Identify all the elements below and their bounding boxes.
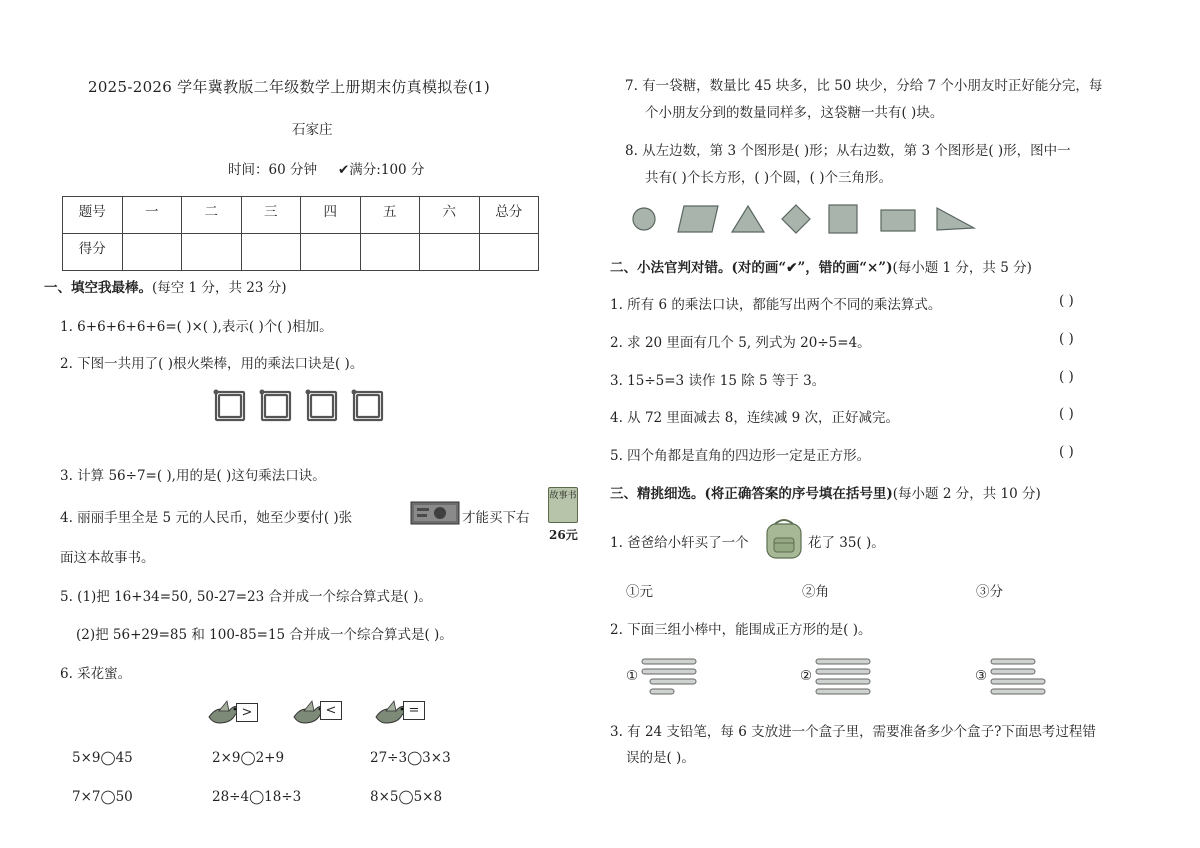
shapes-figure [628, 202, 988, 236]
judge-answer-bracket-4[interactable]: ( ) [1059, 406, 1074, 422]
judge-answer-bracket-1[interactable]: ( ) [1059, 293, 1074, 309]
banknote-image [410, 501, 460, 525]
score-table-cell: 五 [360, 197, 420, 234]
stick-group-label-1[interactable]: ① [626, 668, 639, 684]
score-table-cell: 总分 [479, 197, 539, 234]
choice-question-3-line2: 误的是( )。 [626, 750, 695, 766]
compare-item: 8×5◯5×8 [370, 789, 443, 805]
storybook-image [548, 487, 578, 523]
judge-answer-bracket-3[interactable]: ( ) [1059, 369, 1074, 385]
question-1-2: 2. 下图一共用了( )根火柴棒，用的乘法口诀是( )。 [60, 356, 364, 372]
question-1-6: 6. 采花蜜。 [60, 666, 132, 682]
section-2-note: (每小题 1 分，共 5 分) [892, 260, 1032, 276]
storybook-text: 故事书 [549, 491, 577, 501]
stick-group-2 [814, 656, 874, 696]
compare-item: 7×7◯50 [72, 789, 133, 805]
circle-shape [633, 208, 655, 230]
choice-question-2: 2. 下面三组小棒中，能围成正方形的是( )。 [610, 622, 872, 638]
score-input-cell[interactable] [241, 234, 301, 271]
compare-item: 28÷4◯18÷3 [212, 789, 302, 805]
score-input-cell[interactable] [301, 234, 361, 271]
question-1-8-line2: 共有( )个长方形，( )个圆，( )个三角形。 [645, 170, 892, 186]
score-input-cell[interactable] [182, 234, 242, 271]
question-1-4-mid: 才能买下右 [462, 510, 530, 526]
score-table-cell: 一 [122, 197, 182, 234]
question-1-1: 1. 6+6+6+6+6=( )×( ),表示( )个( )相加。 [60, 319, 333, 335]
right-triangle-shape [937, 208, 974, 230]
section-3-heading [610, 482, 1041, 502]
stick-group-1 [640, 656, 700, 696]
choice-option-2[interactable]: ②角 [802, 584, 829, 600]
judge-item-3: 3. 15÷5=3 读作 15 除 5 等于 3。 [610, 373, 826, 389]
score-table-cell: 三 [241, 197, 301, 234]
bird-sign-less: < [320, 701, 342, 720]
stick-group-3 [989, 656, 1049, 696]
question-1-7-line1: 7. 有一袋糖，数量比 45 块多，比 50 块少，分给 7 个小朋友时正好能分完，每 [625, 78, 1103, 94]
judge-item-4: 4. 从 72 里面减去 8，连续减 9 次，正好减完。 [610, 410, 899, 426]
compare-item: 27÷3◯3×3 [370, 750, 451, 766]
question-1-5-part1: 5. (1)把 16+34=50, 50-27=23 合并成一个综合算式是( )。 [60, 589, 432, 605]
score-table-cell: 六 [420, 197, 480, 234]
section-2-heading [610, 256, 1032, 276]
storybook-price: 26元 [549, 528, 578, 542]
question-1-3: 3. 计算 56÷7=( ),用的是( )这句乘法口诀。 [60, 468, 326, 484]
question-1-8-line1: 8. 从左边数，第 3 个图形是( )形；从右边数，第 3 个图形是( )形，图中一 [625, 143, 1071, 159]
bird-sign-equal: = [403, 701, 425, 720]
choice-option-3[interactable]: ③分 [976, 584, 1003, 600]
score-input-cell[interactable] [360, 234, 420, 271]
exam-title: 2025-2026 学年冀教版二年级数学上册期末仿真模拟卷(1) [88, 78, 491, 96]
compare-item: 5×9◯45 [72, 750, 133, 766]
score-input-cell[interactable] [420, 234, 480, 271]
judge-answer-bracket-2[interactable]: ( ) [1059, 331, 1074, 347]
question-1-4-end: 面这本故事书。 [60, 550, 155, 566]
full-score-label: ✔满分:100 分 [338, 162, 425, 178]
score-input-cell[interactable] [479, 234, 539, 271]
section-1-title: 一、填空我最棒。 [44, 280, 152, 296]
judge-item-1: 1. 所有 6 的乘法口诀，都能写出两个不同的乘法算式。 [610, 297, 942, 313]
compare-item: 2×9◯2+9 [212, 750, 285, 766]
section-2-title: 二、小法官判对错。(对的画“✔”，错的画“×”) [610, 260, 893, 276]
score-table-cell: 二 [182, 197, 242, 234]
parallelogram-shape [678, 206, 718, 232]
score-table-cell: 得分 [63, 234, 123, 271]
section-3-note: (每小题 2 分，共 10 分) [892, 486, 1041, 502]
diamond-shape [782, 205, 810, 233]
region-label: 石家庄 [292, 122, 333, 138]
judge-answer-bracket-5[interactable]: ( ) [1059, 444, 1074, 460]
choice-question-3-line1: 3. 有 24 支铅笔，每 6 支放进一个盒子里，需要准备多少个盒子?下面思考过程错 [610, 724, 1096, 740]
triangle-shape [732, 206, 764, 232]
section-1-note: (每空 1 分，共 23 分) [152, 280, 287, 296]
judge-item-5: 5. 四个角都是直角的四边形一定是正方形。 [610, 448, 871, 464]
bird-sign-greater: > [236, 703, 258, 722]
choice-question-1-end: 花了 35( )。 [808, 535, 885, 551]
time-label: 时间：60 分钟 [228, 162, 317, 178]
stick-group-label-2[interactable]: ② [800, 668, 813, 684]
score-table [62, 196, 539, 271]
question-1-4-start: 4. 丽丽手里全是 5 元的人民币，她至少要付( )张 [60, 510, 353, 526]
score-table-row-header [63, 197, 539, 234]
stick-group-label-3[interactable]: ③ [975, 668, 988, 684]
score-input-cell[interactable] [122, 234, 182, 271]
square-shape [829, 205, 857, 233]
score-table-cell: 题号 [63, 197, 123, 234]
question-1-5-part2: (2)把 56+29=85 和 100-85=15 合并成一个综合算式是( )。 [76, 627, 453, 643]
matchstick-squares-figure [213, 389, 388, 425]
section-1-heading [44, 276, 286, 296]
judge-item-2: 2. 求 20 里面有几个 5, 列式为 20÷5=4。 [610, 335, 871, 351]
backpack-image [761, 516, 807, 562]
question-1-7-line2: 个小朋友分到的数量同样多，这袋糖一共有( )块。 [645, 105, 944, 121]
score-table-cell: 四 [301, 197, 361, 234]
choice-question-1-start: 1. 爸爸给小轩买了一个 [610, 535, 749, 551]
rectangle-shape [881, 210, 915, 231]
section-3-title: 三、精挑细选。(将正确答案的序号填在括号里) [610, 486, 893, 502]
choice-option-1[interactable]: ①元 [626, 584, 653, 600]
score-table-row-score [63, 234, 539, 271]
